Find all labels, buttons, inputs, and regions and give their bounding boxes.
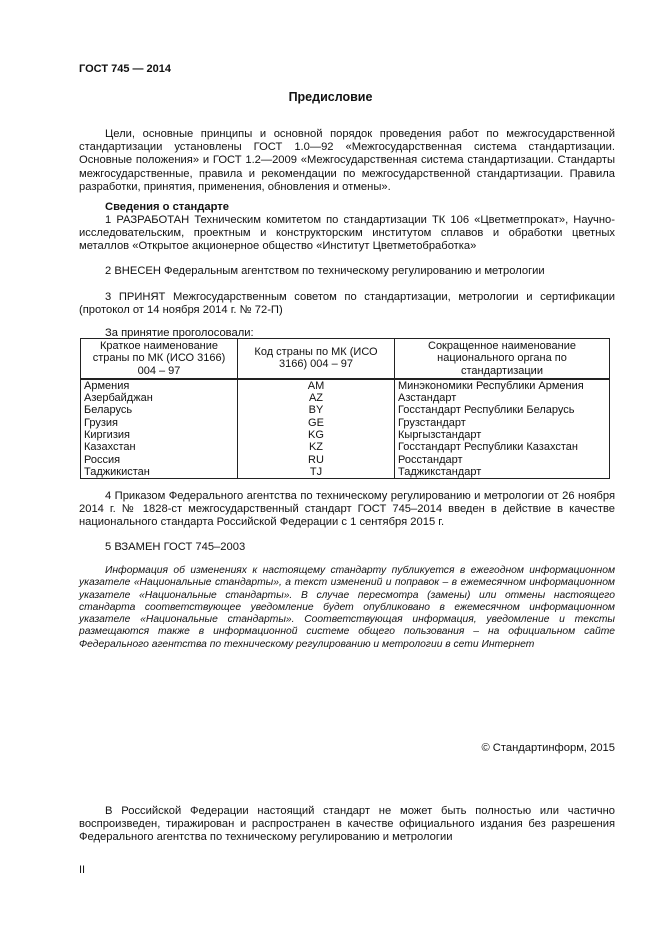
country-name: Казахстан — [81, 441, 238, 453]
country-code: TJ — [238, 466, 395, 479]
reproduction-rights-notice: В Российской Федерации настоящий стандарт не может быть полностью или частично воспроизведен, тиражирован и распространен в качестве официального издания без разрешения Федерального агентства по техническому регулированию и метрологии — [79, 805, 615, 844]
country-name: Азербайджан — [81, 392, 238, 404]
standards-body: Грузстандарт — [395, 417, 610, 429]
country-code: KG — [238, 429, 395, 441]
item-introduced-by: 2 ВНЕСЕН Федеральным агентством по техническому регулированию и метрологии — [105, 265, 545, 277]
table-header-row — [81, 339, 610, 379]
country-code: KZ — [238, 441, 395, 453]
column-header-country-code: Код страны по МК (ИСО 3166) 004 – 97 — [238, 339, 395, 379]
intro-paragraph: Цели, основные принципы и основной порядок проведения работ по межгосударственной стандартизации установлены ГОСТ 1.0—92 «Межгосударственная система стандартизации. Основные положения» и ГОСТ 1.2—2009 «Межгосударственная система стандартизации. Стандарты межгосударственные, правила и рекомендации по межгосударственной стандартизации. Правила разработки, принятия, применения, обновления и отмены». — [79, 128, 615, 193]
country-code: BY — [238, 404, 395, 416]
changes-notice: Информация об изменениях к настоящему стандарту публикуется в ежегодном информационном указателе «Национальные стандарты», а текст изменений и поправок – в ежемесячном информационном указателе «Национальные стандарты». В случае пересмотра (замены) или отмены настоящего стандарта соответствующее уведомление будет опубликовано в ежемесячном информационном указателе «Национальные стандарты». Соответствующая информация, уведомление и тексты размещаются также в информационной системе общего пользования – на официальном сайте Федерального агентства по техническому регулированию и метрологии в сети Интернет — [79, 565, 615, 650]
page-title: Предисловие — [288, 90, 373, 104]
country-name: Россия — [81, 454, 238, 466]
table-row — [81, 454, 610, 466]
voting-countries-table — [80, 338, 610, 479]
standards-body: Кыргызстандарт — [395, 429, 610, 441]
standards-body: Госстандарт Республики Беларусь — [395, 404, 610, 416]
page-number: II — [79, 864, 86, 876]
column-header-standards-body: Сокращенное наименование национального органа по стандартизации — [395, 339, 610, 379]
country-name: Армения — [81, 379, 238, 392]
item-replaces: 5 ВЗАМЕН ГОСТ 745–2003 — [105, 541, 246, 553]
country-code: RU — [238, 454, 395, 466]
document-code-header: ГОСТ 745 — 2014 — [79, 63, 172, 75]
table-row — [81, 429, 610, 441]
column-header-country: Краткое наименование страны по МК (ИСО 3166) 004 – 97 — [81, 339, 238, 379]
standards-body: Азстандарт — [395, 392, 610, 404]
country-name: Грузия — [81, 417, 238, 429]
standards-body: Таджикстандарт — [395, 466, 610, 479]
item-put-into-effect: 4 Приказом Федерального агентства по техническому регулированию и метрологии от 26 ноября 2014 г. № 1828-ст межгосударственный стандарт ГОСТ 745–2014 введен в действие в качестве национального стандарта Российской Федерации с 1 сентября 2015 г. — [79, 490, 615, 529]
country-name: Беларусь — [81, 404, 238, 416]
copyright-line: © Стандартинформ, 2015 — [481, 742, 615, 754]
standards-body: Минэкономики Республики Армения — [395, 379, 610, 392]
table-row — [81, 466, 610, 479]
table-row — [81, 417, 610, 429]
table-row — [81, 379, 610, 392]
standards-body: Росстандарт — [395, 454, 610, 466]
section-heading-about-standard: Сведения о стандарте — [105, 201, 229, 213]
table-row — [81, 404, 610, 416]
country-name: Таджикистан — [81, 466, 238, 479]
item-adopted-by: 3 ПРИНЯТ Межгосударственным советом по стандартизации, метрологии и сертификации (протокол от 14 ноября 2014 г. № 72-П) — [79, 291, 615, 317]
table-row — [81, 441, 610, 453]
country-code: AZ — [238, 392, 395, 404]
item-developed-by: 1 РАЗРАБОТАН Техническим комитетом по стандартизации ТК 106 «Цветметпрокат», Научно-исследовательским, проектным и конструкторским институтом сплавов и обработки цветных металлов «Открытое акционерное общество «Институт Цветметобработка» — [79, 214, 615, 253]
country-code: GE — [238, 417, 395, 429]
voted-label: За принятие проголосовали: — [105, 327, 254, 339]
country-code: AM — [238, 379, 395, 392]
standards-body: Госстандарт Республики Казахстан — [395, 441, 610, 453]
table-row — [81, 392, 610, 404]
country-name: Киргизия — [81, 429, 238, 441]
